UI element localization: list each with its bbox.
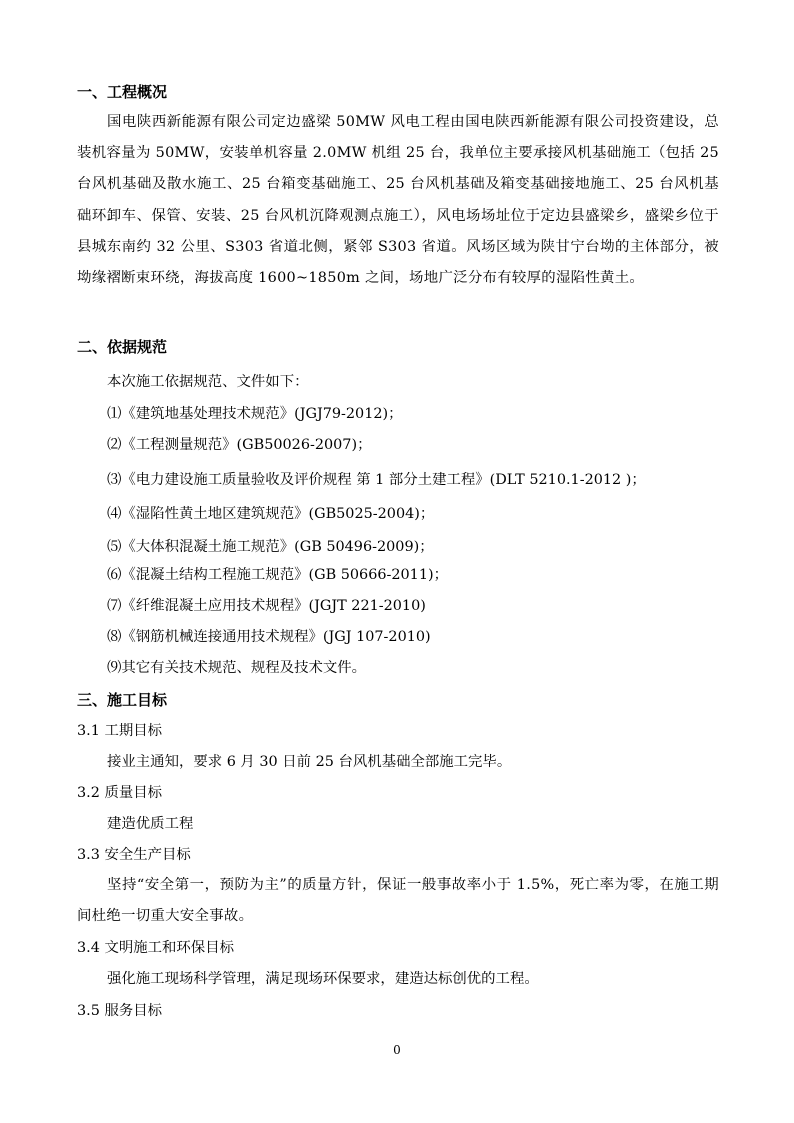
- target-safety-title: 3.3 安全生产目标: [77, 847, 191, 863]
- target-quality-text: 建造优质工程: [107, 816, 194, 832]
- standards-intro: 本次施工依据规范、文件如下：: [107, 374, 309, 390]
- standard-item-9: ⑼其它有关技术规范、规程及技术文件。: [107, 660, 367, 676]
- section-heading-targets: 三、施工目标: [77, 691, 168, 709]
- standard-item-5: ⑸《大体积混凝土施工规范》(GB 50496-2009)；: [107, 539, 434, 555]
- target-schedule-title: 3.1 工期目标: [77, 723, 163, 739]
- standard-item-8: ⑻《钢筋机械连接通用技术规程》(JGJ 107-2010): [107, 629, 431, 645]
- overview-paragraph: 国电陕西新能源有限公司定边盛梁 50MW 风电工程由国电陕西新能源有限公司投资建设，总装机容量为 50MW，安装单机容量 2.0MW 机组 25 台，我单位主要承接风机基础施工（包括 25 台风机基础及散水施工、25 台箱变基础施工、25 台风机基础及箱变基础接地施工、25 台风机基础环卸车、保管、安装、25 台风机沉降观测点施工），风电场场址位于定边县盛梁乡，盛梁乡位于县城东南约 32 公里、S303 省道北侧，紧邻 S303 省道。风场区域为陕甘宁台坳的主体部分，被坳缘褶断束环绕，海拔高度 1600~1850m 之间，场地广泛分布有较厚的湿陷性黄土。: [77, 114, 719, 287]
- section-heading-overview: 一、工程概况: [77, 83, 168, 101]
- target-service-title: 3.5 服务目标: [77, 1003, 163, 1019]
- target-quality-title: 3.2 质量目标: [77, 785, 163, 801]
- standard-item-7: ⑺《纤维混凝土应用技术规程》(JGJT 221-2010): [107, 598, 426, 614]
- standard-item-3: ⑶《电力建设施工质量验收及评价规程 第 1 部分土建工程》(DLT 5210.1-2012 )；: [107, 472, 646, 488]
- standard-item-6: ⑹《混凝土结构工程施工规范》(GB 50666-2011)；: [107, 567, 448, 583]
- standard-item-1: ⑴《建筑地基处理技术规范》(JGJ79-2012)；: [107, 406, 403, 422]
- section-heading-standards: 二、依据规范: [77, 338, 168, 356]
- target-safety-text: 坚持“安全第一，预防为主”的质量方针，保证一般事故率小于 1.5%，死亡率为零，在施工期间杜绝一切重大安全事故。: [77, 877, 719, 925]
- standard-item-4: ⑷《湿陷性黄土地区建筑规范》(GB5025-2004)；: [107, 506, 435, 522]
- page-number: 0: [393, 1043, 401, 1057]
- target-civilized-text: 强化施工现场科学管理，满足现场环保要求，建造达标创优的工程。: [107, 971, 539, 987]
- standard-item-2: ⑵《工程测量规范》(GB50026-2007)；: [107, 437, 372, 453]
- target-schedule-text: 接业主通知，要求 6 月 30 日前 25 台风机基础全部施工完毕。: [107, 754, 512, 770]
- target-civilized-title: 3.4 文明施工和环保目标: [77, 940, 234, 956]
